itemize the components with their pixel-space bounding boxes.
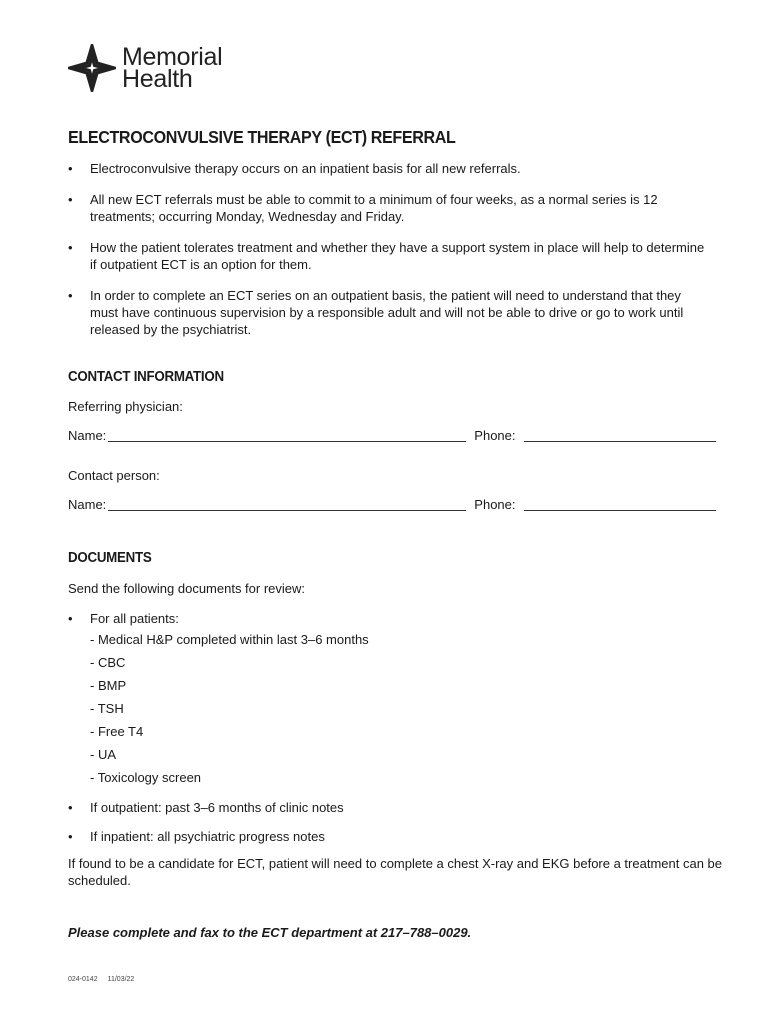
referring-physician-label: Referring physician:: [68, 399, 183, 414]
candidate-note: If found to be a candidate for ECT, patient will need to complete a chest X-ray and EKG before a treatment can be scheduled.: [68, 856, 722, 888]
name-label: Name:: [68, 497, 107, 512]
document-item: - CBC: [90, 655, 126, 670]
intro-bullet-list: [68, 160, 708, 352]
documents-intro: Send the following documents for review:: [68, 581, 306, 596]
footer: [68, 976, 134, 983]
form-date: 11/03/22: [107, 976, 135, 983]
document-item: - UA: [90, 747, 116, 762]
inpatient-bullet: • If inpatient: all psychiatric progress notes: [68, 828, 708, 845]
outpatient-bullet: • If outpatient: past 3–6 months of clinic notes: [68, 799, 708, 816]
documents-heading: DOCUMENTS: [68, 550, 152, 566]
page-title: ELECTROCONVULSIVE THERAPY (ECT) REFERRAL: [68, 127, 456, 147]
intro-bullet: • In order to complete an ECT series on an outpatient basis, the patient will need to understand that they must have continuous supervision by a responsible adult and will not be able to drive or go to work until released by the psychiatrist.: [68, 287, 708, 338]
contact-name-field[interactable]: [108, 497, 466, 511]
referring-name-field[interactable]: [108, 428, 466, 442]
documents-list: [68, 610, 708, 845]
contact-phone-field[interactable]: [524, 497, 716, 511]
name-label: Name:: [68, 428, 107, 443]
phone-label: Phone:: [474, 497, 516, 512]
intro-bullet: • All new ECT referrals must be able to commit to a minimum of four weeks, as a normal series is 12 treatments; occurring Monday, Wednesday and Friday.: [68, 191, 708, 225]
contact-heading: CONTACT INFORMATION: [68, 369, 224, 385]
document-item: - Toxicology screen: [90, 770, 202, 785]
document-item: - Free T4: [90, 724, 144, 739]
logo-line-2: Health: [122, 65, 193, 93]
contact-person-label: Contact person:: [68, 468, 160, 483]
phone-label: Phone:: [474, 428, 516, 443]
star-logo-icon: [68, 44, 116, 92]
document-item: - BMP: [90, 678, 127, 693]
memorial-health-logo: [68, 44, 222, 92]
all-patients-bullet: • For all patients:: [68, 610, 708, 627]
referring-phone-field[interactable]: [524, 428, 716, 442]
contact-person-row: [68, 497, 720, 512]
intro-bullet: • How the patient tolerates treatment and whether they have a support system in place will help to determine if outpatient ECT is an option for them.: [68, 239, 708, 273]
form-number: 024-0142: [68, 976, 98, 983]
referring-physician-row: [68, 428, 720, 443]
logo-line-1: Memorial: [122, 43, 223, 71]
document-item: - TSH: [90, 701, 124, 716]
intro-bullet: • Electroconvulsive therapy occurs on an inpatient basis for all new referrals.: [68, 160, 708, 177]
fax-instruction: Please complete and fax to the ECT department at 217–788–0029.: [68, 925, 472, 940]
document-item: - Medical H&P completed within last 3–6 months: [90, 632, 369, 647]
